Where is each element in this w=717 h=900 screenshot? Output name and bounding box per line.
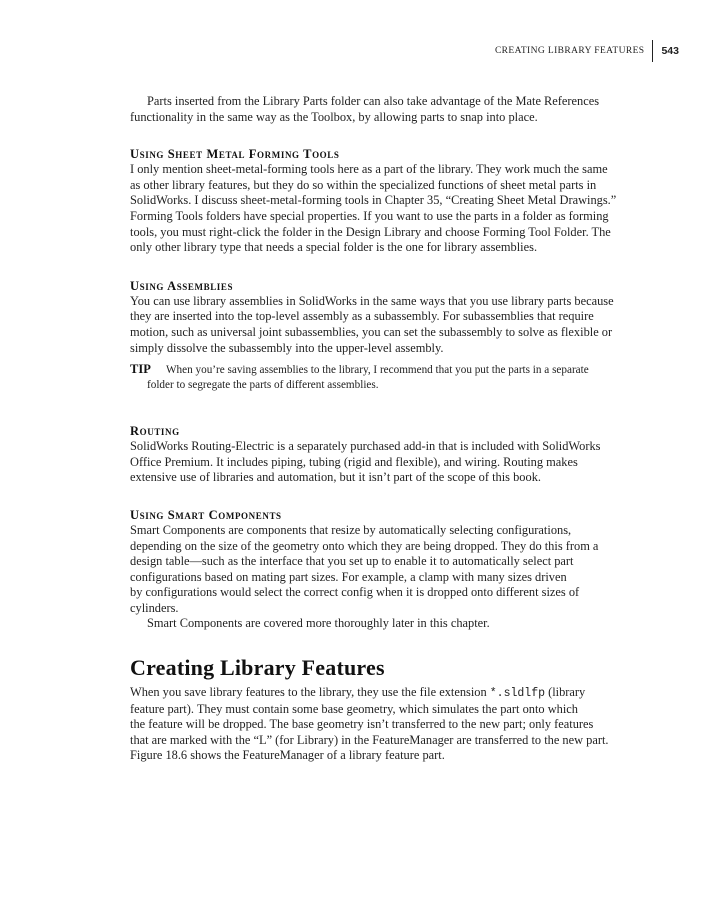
file-extension-code: *.sldlfp — [489, 687, 545, 701]
running-head-title: CREATING LIBRARY FEATURES — [494, 46, 645, 56]
smart-components-paragraph: Smart Components are components that resize by automatically selecting configurations, depending on the size of the geometry onto which they are being dropped. They do this from a design table—such as the interface that you set up to enable it to automatically select part configurations based on mating part sizes. For example, a clamp with many sizes driven by configurations would select the correct config when it is dropped onto different sizes of cylinders. — [130, 522, 599, 615]
tip-text-line2: folder to segregate the parts of different assemblies. — [147, 379, 379, 392]
heading-sheet-metal: Using Sheet Metal Forming Tools — [130, 147, 340, 162]
smart-components-followup: Smart Components are covered more thoroughly later in this chapter. — [147, 616, 490, 631]
page-number: 543 — [661, 45, 679, 57]
library-features-paragraph: When you save library features to the library, they use the file extension *.sldlfp (library feature part). They must contain some base geometry, which simulates the part onto which the feature will be dropped. The base geometry isn’t transferred to the new part; only features that are marked with the “L” (for Library) in the FeatureManager are transferred to the new part. Figure 18.6 shows the FeatureManager of a library feature part. — [130, 685, 609, 763]
routing-paragraph: SolidWorks Routing-Electric is a separately purchased add-in that is included with SolidWorks Office Premium. It includes piping, tubing (rigid and flexible), and wiring. Routing makes extensive use of libraries and automation, but it isn’t part of the scope of this book. — [130, 439, 601, 485]
tip-text-line1: When you’re saving assemblies to the library, I recommend that you put the parts in a separate — [166, 364, 589, 377]
running-head — [495, 41, 679, 61]
section-title-creating-library-features: Creating Library Features — [130, 655, 385, 681]
tip-note — [130, 362, 654, 393]
sheet-metal-paragraph: I only mention sheet-metal-forming tools here as a part of the library. They work much the same as other library features, but they do so within the specialized functions of sheet metal parts in SolidWorks. I discuss sheet-metal-forming tools in Chapter 35, “Creating Sheet Metal Drawings.” Forming Tools folders have special properties. If you want to use the parts in a folder as forming tools, you must right-click the folder in the Design Library and choose Forming Tool Folder. The only other library type that needs a special folder is the one for library assemblies. — [130, 162, 617, 255]
heading-routing: Routing — [130, 424, 180, 439]
intro-paragraph: Parts inserted from the Library Parts folder can also take advantage of the Mate References functionality in the same way as the Toolbox, by allowing parts to snap into place. — [130, 94, 600, 124]
assemblies-paragraph: You can use library assemblies in SolidWorks in the same ways that you use library parts because they are inserted into the top-level assembly as a subassembly. For subassemblies that require motion, such as universal joint subassemblies, you can set the subassembly to solve as flexible or simply dissolve the subassembly into the upper-level assembly. — [130, 293, 614, 355]
tip-label: TIP — [130, 362, 151, 377]
page-body — [130, 94, 654, 764]
heading-assemblies: Using Assemblies — [130, 278, 234, 293]
heading-smart-components: Using Smart Components — [130, 507, 282, 522]
